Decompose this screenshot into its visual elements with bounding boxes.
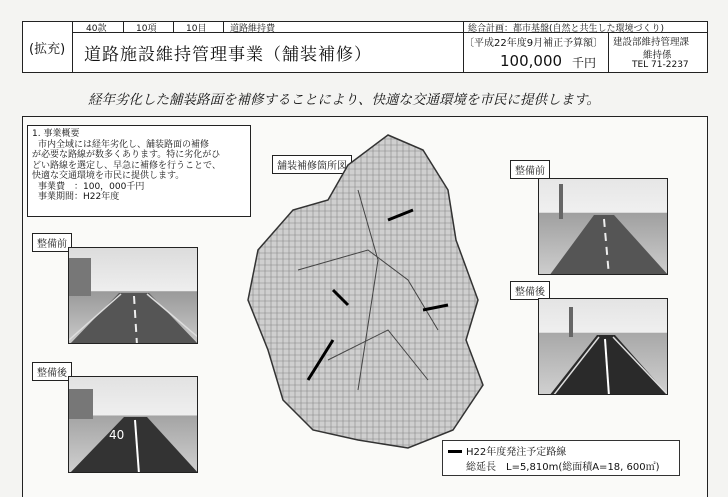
after-label-right: 整備後 <box>510 281 550 300</box>
before-label-right: 整備前 <box>510 160 550 179</box>
kan-cell: 40款 <box>86 24 107 34</box>
summary-period: 事業期間：H22年度 <box>38 192 120 202</box>
expansion-tag: (拡充) <box>29 42 66 57</box>
dept-name: 建設部維持管理課 <box>613 37 690 48</box>
before-photo-left <box>68 247 198 344</box>
dept-section: 維持係 <box>643 50 672 61</box>
dept-tel: TEL 71-2237 <box>632 60 689 70</box>
road-scene <box>539 179 668 275</box>
legend-line-swatch <box>448 450 462 453</box>
plan-cell: 総合計画：都市基盤(自然と共生した環境づくり) <box>468 24 665 34</box>
summary-line: が必要な路線が数多くあります。特に劣化がひ <box>32 150 221 160</box>
legend-route: H22年度発注予定路線 <box>466 447 567 458</box>
summary-line: どい路線を選定し、早急に補修を行うことで、 <box>32 160 221 171</box>
budget-label: 〔平成22年度9月補正予算額〕 <box>464 38 604 49</box>
road-scene <box>69 248 198 344</box>
budget-amount: 100,000 <box>500 52 563 70</box>
summary-line: 市内全域には経年劣化し、舗装路面の補修 <box>38 139 210 150</box>
summary-title: 1. 事業概要 <box>32 129 80 139</box>
project-title: 道路施設維持管理事業（舗装補修） <box>84 45 372 65</box>
after-label-left: 整備後 <box>32 362 72 381</box>
city-map <box>238 130 498 450</box>
summary-box <box>27 125 251 217</box>
headline: 経年劣化した舗装路面を補修することにより、快適な交通環境を市民に提供します。 <box>88 92 600 108</box>
category-cell: 道路維持費 <box>230 24 276 34</box>
moku-cell: 10目 <box>186 24 207 34</box>
kou-cell: 10項 <box>136 24 157 34</box>
map-label: 舗装補修箇所図 <box>272 155 352 174</box>
after-photo-right <box>538 298 668 395</box>
summary-cost: 事業費 ：100，000千円 <box>38 181 145 192</box>
road-marking: 40 <box>109 428 125 442</box>
road-scene <box>539 299 668 395</box>
summary-line: 快適な交通環境を市民に提供します。 <box>32 171 185 181</box>
road-scene <box>69 377 198 473</box>
before-label-left: 整備前 <box>32 233 72 252</box>
after-photo-left <box>68 376 198 473</box>
legend-length: 総延長 L=5,810m(総面積A=18, 600㎡) <box>466 462 660 473</box>
budget-unit: 千円 <box>572 56 597 70</box>
before-photo-right <box>538 178 668 275</box>
